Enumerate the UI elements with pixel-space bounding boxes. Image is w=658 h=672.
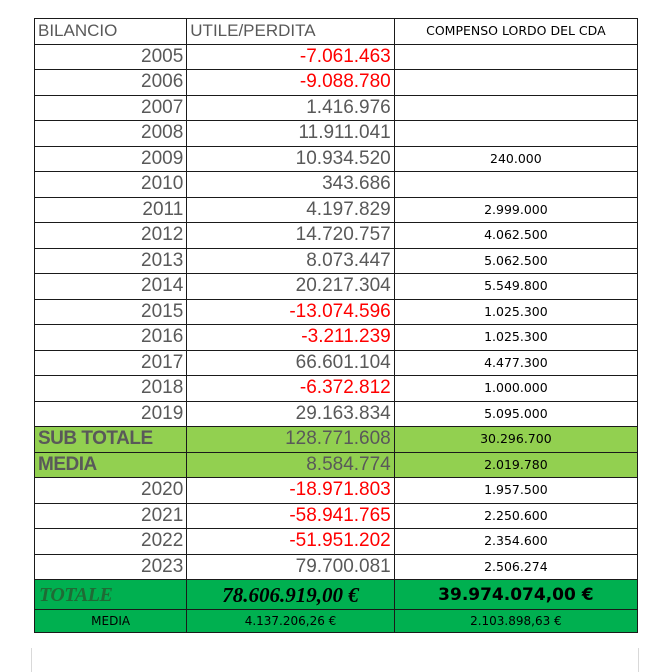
year-row [35,478,638,504]
year-cell[interactable]: 2014 [35,274,187,300]
financial-table [34,18,638,633]
utile-cell[interactable]: 343.686 [187,172,394,198]
year-cell[interactable]: 2010 [35,172,187,198]
media-row [35,452,638,478]
year-row [35,223,638,249]
totale-utile[interactable]: 78.606.919,00 € [187,580,394,610]
cda-cell[interactable]: 2.506.274 [394,554,637,580]
cda-cell[interactable] [394,95,637,121]
utile-cell[interactable]: -7.061.463 [187,44,394,70]
utile-cell[interactable]: -58.941.765 [187,503,394,529]
cda-cell[interactable]: 2.354.600 [394,529,637,555]
year-cell[interactable]: 2019 [35,401,187,427]
year-row [35,274,638,300]
year-row [35,172,638,198]
page-border-left [31,648,32,672]
utile-cell[interactable]: 11.911.041 [187,121,394,147]
subtotale-row [35,427,638,453]
year-cell[interactable]: 2012 [35,223,187,249]
utile-cell[interactable]: -18.971.803 [187,478,394,504]
cda-cell[interactable]: 1.957.500 [394,478,637,504]
year-row [35,146,638,172]
utile-cell[interactable]: 10.934.520 [187,146,394,172]
year-cell[interactable]: 2015 [35,299,187,325]
year-cell[interactable]: 2006 [35,70,187,96]
media-label[interactable]: MEDIA [35,452,187,478]
year-row [35,95,638,121]
totale-row [35,580,638,610]
header-bilancio[interactable]: BILANCIO [35,19,187,45]
cda-cell[interactable]: 2.250.600 [394,503,637,529]
year-row [35,121,638,147]
cda-cell[interactable]: 5.062.500 [394,248,637,274]
utile-cell[interactable]: -3.211.239 [187,325,394,351]
year-row [35,376,638,402]
header-utile-perdita[interactable]: UTILE/PERDITA [187,19,394,45]
media-cda[interactable]: 2.019.780 [394,452,637,478]
utile-cell[interactable]: -51.951.202 [187,529,394,555]
utile-cell[interactable]: 1.416.976 [187,95,394,121]
subtotale-label[interactable]: SUB TOTALE [35,427,187,453]
utile-cell[interactable]: -13.074.596 [187,299,394,325]
year-cell[interactable]: 2005 [35,44,187,70]
media-total-row [35,610,638,633]
cda-cell[interactable] [394,121,637,147]
cda-cell[interactable]: 1.000.000 [394,376,637,402]
year-cell[interactable]: 2021 [35,503,187,529]
year-row [35,248,638,274]
utile-cell[interactable]: 14.720.757 [187,223,394,249]
utile-cell[interactable]: 4.197.829 [187,197,394,223]
year-cell[interactable]: 2020 [35,478,187,504]
utile-cell[interactable]: -6.372.812 [187,376,394,402]
totale-cda[interactable]: 39.974.074,00 € [394,580,637,610]
media-utile[interactable]: 8.584.774 [187,452,394,478]
year-row [35,197,638,223]
media-total-cda[interactable]: 2.103.898,63 € [394,610,637,633]
year-cell[interactable]: 2023 [35,554,187,580]
year-cell[interactable]: 2016 [35,325,187,351]
year-row [35,70,638,96]
cda-cell[interactable]: 4.477.300 [394,350,637,376]
cda-cell[interactable] [394,172,637,198]
utile-cell[interactable]: 66.601.104 [187,350,394,376]
year-cell[interactable]: 2011 [35,197,187,223]
utile-cell[interactable]: 29.163.834 [187,401,394,427]
utile-cell[interactable]: 8.073.447 [187,248,394,274]
year-row [35,299,638,325]
year-row [35,44,638,70]
year-cell[interactable]: 2008 [35,121,187,147]
cda-cell[interactable] [394,70,637,96]
year-cell[interactable]: 2009 [35,146,187,172]
year-cell[interactable]: 2022 [35,529,187,555]
media-total-utile[interactable]: 4.137.206,26 € [187,610,394,633]
utile-cell[interactable]: 79.700.081 [187,554,394,580]
media-total-label[interactable]: MEDIA [35,610,187,633]
year-row [35,350,638,376]
cda-cell[interactable]: 4.062.500 [394,223,637,249]
year-cell[interactable]: 2017 [35,350,187,376]
cda-cell[interactable]: 5.095.000 [394,401,637,427]
page-border-right [638,648,639,672]
cda-cell[interactable] [394,44,637,70]
year-row [35,325,638,351]
cda-cell[interactable]: 1.025.300 [394,325,637,351]
year-row [35,554,638,580]
cda-cell[interactable]: 5.549.800 [394,274,637,300]
cda-cell[interactable]: 1.025.300 [394,299,637,325]
year-row [35,401,638,427]
subtotale-utile[interactable]: 128.771.608 [187,427,394,453]
year-row [35,503,638,529]
cda-cell[interactable]: 2.999.000 [394,197,637,223]
year-cell[interactable]: 2007 [35,95,187,121]
totale-label[interactable]: TOTALE [35,580,187,610]
subtotale-cda[interactable]: 30.296.700 [394,427,637,453]
header-compenso-cda[interactable]: COMPENSO LORDO DEL CDA [394,19,637,45]
utile-cell[interactable]: 20.217.304 [187,274,394,300]
year-cell[interactable]: 2013 [35,248,187,274]
header-row [35,19,638,45]
year-cell[interactable]: 2018 [35,376,187,402]
year-row [35,529,638,555]
utile-cell[interactable]: -9.088.780 [187,70,394,96]
cda-cell[interactable]: 240.000 [394,146,637,172]
